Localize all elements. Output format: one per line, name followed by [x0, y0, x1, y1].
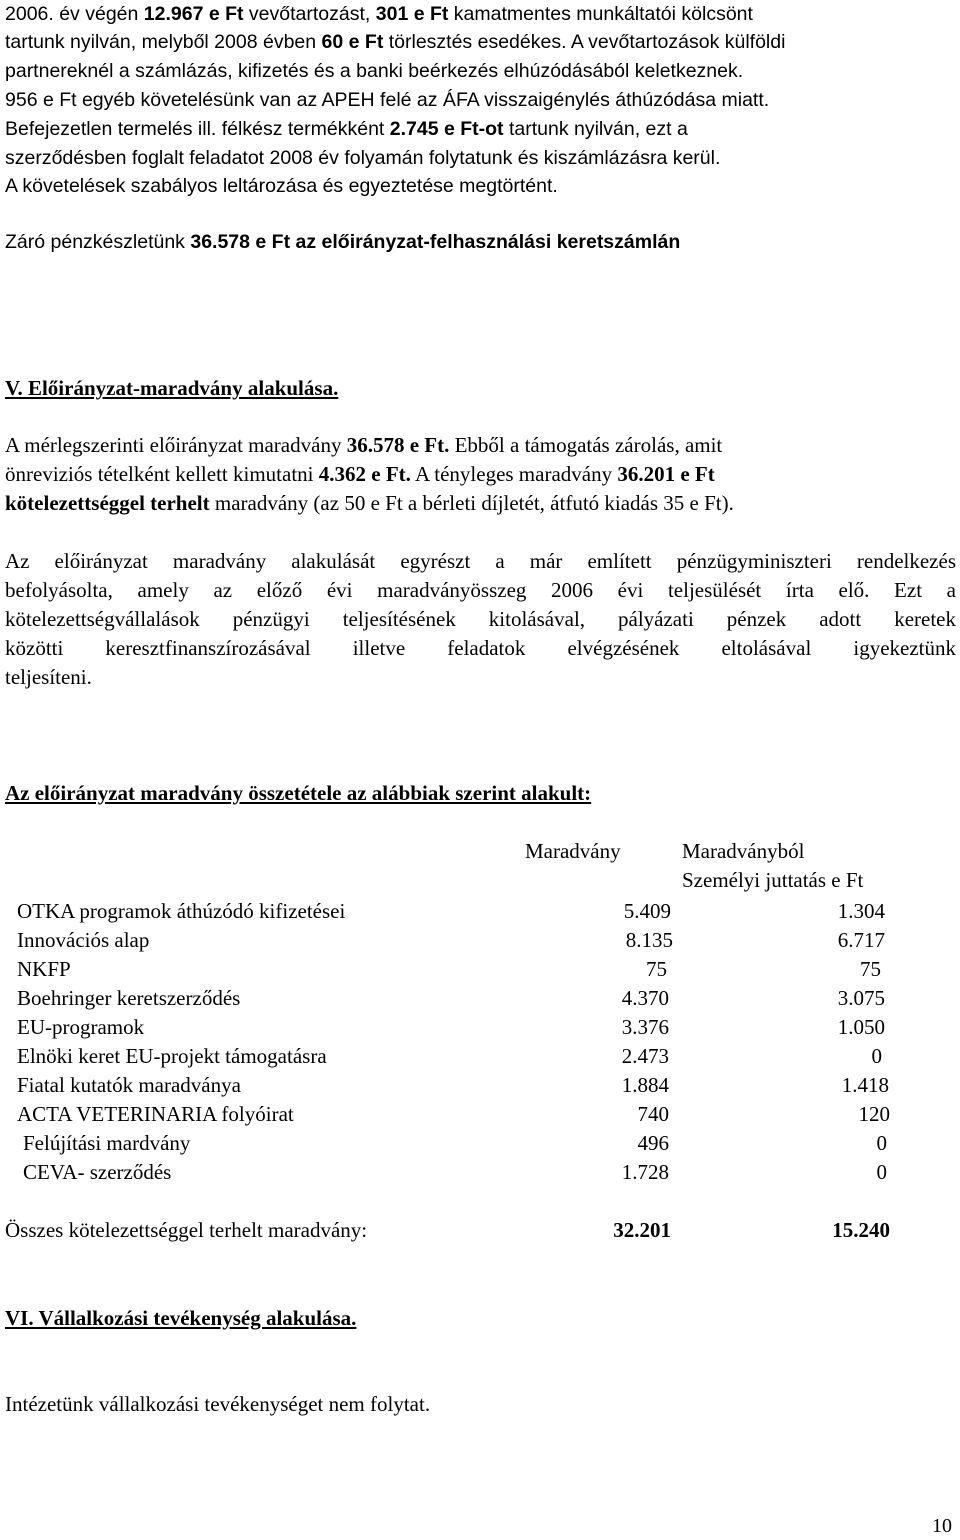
row-label: ACTA VETERINARIA folyóirat	[17, 1102, 294, 1126]
row-label: Fiatal kutatók maradványa	[17, 1073, 241, 1097]
row-label: CEVA- szerződés	[23, 1160, 172, 1184]
row-value-szemelyi: 0	[876, 1160, 887, 1184]
page-number: 10	[932, 1515, 952, 1537]
row-value-szemelyi: 0	[876, 1131, 887, 1155]
column-header-maradvanybol: Maradványból	[682, 839, 805, 863]
row-label: Innovációs alap	[17, 928, 150, 952]
row-value-maradvany: 4.370	[621, 986, 669, 1010]
text-line: Befejezetlen termelés ill. félkész termékként 2.745 e Ft-ot tartunk nyilván, ezt a	[5, 118, 688, 140]
text-line: partnereknél a számlázás, kifizetés és a banki beérkezés elhúzódásából keletkeznek.	[5, 60, 744, 82]
row-label: Boehringer keretszerződés	[17, 986, 241, 1010]
row-label: Felújítási mardvány	[23, 1131, 191, 1155]
text-line: önreviziós tételként kellett kimutatni 4.362 e Ft. A tényleges maradvány 36.201 e Ft	[5, 462, 715, 486]
row-value-maradvany: 2.473	[621, 1044, 669, 1068]
text-line: kötelezettségvállalások pénzügyi teljesítésének kitolásával, pályázati pénzek adott keretek	[5, 607, 956, 631]
section-v-heading: V. Előirányzat-maradvány alakulása.	[5, 376, 339, 400]
text-line: A követelések szabályos leltározása és egyeztetése megtörtént.	[5, 175, 558, 197]
row-value-szemelyi: 75	[860, 957, 881, 981]
column-header-szemelyi: Személyi juttatás e Ft	[682, 868, 864, 892]
row-value-szemelyi: 1.050	[837, 1015, 885, 1039]
row-label: NKFP	[17, 957, 71, 981]
text-line: 956 e Ft egyéb követelésünk van az APEH felé az ÁFA visszaigénylés áthúzódása miatt.	[5, 89, 770, 111]
row-value-szemelyi: 0	[871, 1044, 882, 1068]
row-value-maradvany: 1.728	[621, 1160, 669, 1184]
section-vi-text: Intézetünk vállalkozási tevékenységet nem folytat.	[5, 1392, 431, 1416]
row-value-szemelyi: 120	[858, 1102, 890, 1126]
text-line: közötti keresztfinanszírozásával illetve feladatok elvégzésének eltolásával igyekeztünk	[5, 636, 956, 660]
total-value-szemelyi: 15.240	[832, 1218, 890, 1242]
text-line: A mérlegszerinti előirányzat maradvány 36.578 e Ft. Ebből a támogatás zárolás, amit	[5, 433, 723, 457]
text-line: tartunk nyilván, melyből 2008 évben 60 e Ft törlesztés esedékes. A vevőtartozások külföldi	[5, 31, 786, 53]
text-line: befolyásolta, amely az előző évi maradványösszeg 2006 évi teljesülését írta elő. Ezt a	[5, 578, 956, 602]
row-value-szemelyi: 1.304	[837, 899, 885, 923]
text-line: teljesíteni.	[5, 665, 92, 689]
text-line: szerződésben foglalt feladatot 2008 év folyamán folytatunk és kiszámlázásra kerül.	[5, 147, 721, 169]
row-value-maradvany: 3.376	[621, 1015, 669, 1039]
closing-cash-line: Záró pénzkészletünk 36.578 e Ft az előirányzat-felhasználási keretszámlán	[5, 231, 681, 253]
row-value-maradvany: 75	[646, 957, 667, 981]
text-line: kötelezettséggel terhelt maradvány (az 50 e Ft a bérleti díjletét, átfutó kiadás 35 e Ft).	[5, 491, 734, 515]
row-value-szemelyi: 3.075	[837, 986, 885, 1010]
row-label: EU-programok	[17, 1015, 145, 1039]
row-value-maradvany: 1.884	[621, 1073, 669, 1097]
row-value-szemelyi: 6.717	[837, 928, 885, 952]
column-header-maradvany: Maradvány	[525, 839, 621, 863]
total-value-maradvany: 32.201	[613, 1218, 671, 1242]
row-label: OTKA programok áthúzódó kifizetései	[17, 899, 346, 923]
table-heading: Az előirányzat maradvány összetétele az alábbiak szerint alakult:	[5, 781, 592, 805]
row-value-maradvany: 740	[637, 1102, 669, 1126]
text-line: 2006. év végén 12.967 e Ft vevőtartozást, 301 e Ft kamatmentes munkáltatói kölcsönt	[5, 3, 753, 25]
text-line: Az előirányzat maradvány alakulását egyrészt a már említett pénzügyminiszteri rendelkezés	[5, 549, 956, 573]
section-vi-heading: VI. Vállalkozási tevékenység alakulása.	[5, 1306, 357, 1330]
row-value-maradvany: 8.135	[625, 928, 673, 952]
row-value-maradvany: 5.409	[623, 899, 671, 923]
row-label: Elnöki keret EU-projekt támogatásra	[17, 1044, 327, 1068]
total-label: Összes kötelezettséggel terhelt maradvány:	[5, 1218, 368, 1242]
row-value-maradvany: 496	[637, 1131, 669, 1155]
row-value-szemelyi: 1.418	[841, 1073, 889, 1097]
